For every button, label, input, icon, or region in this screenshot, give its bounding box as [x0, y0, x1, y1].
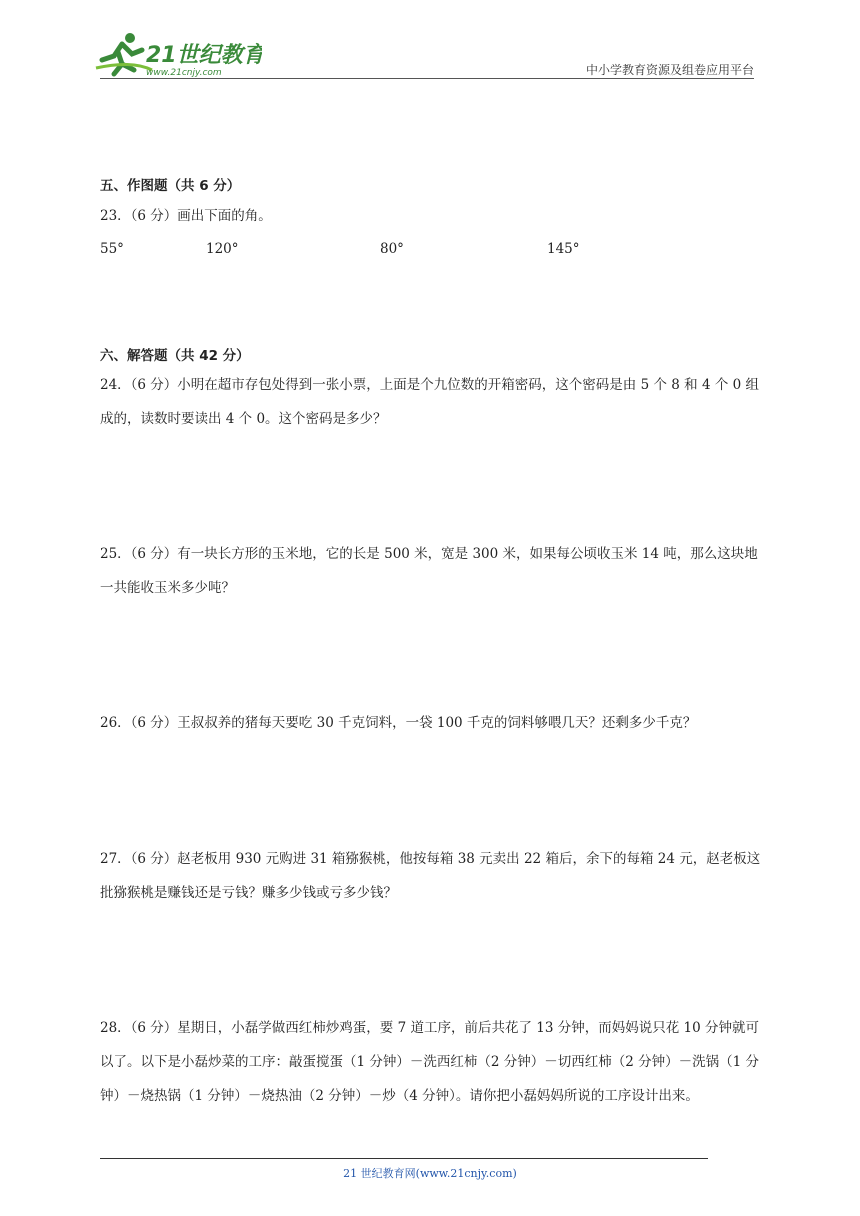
angle-label-120: 120°: [206, 241, 239, 257]
question-25: 25．（6 分）有一块长方形的玉米地，它的长是 500 米，宽是 300 米，如果每公顷收玉米 14 吨，那么这块地一共能收玉米多少吨？: [100, 546, 758, 596]
section-6-title: 六、解答题（共 42 分）: [100, 348, 250, 364]
question-23: 23．（6 分）画出下面的角。: [100, 208, 272, 224]
angle-label-145: 145°: [547, 241, 580, 257]
footer-text: 21 世纪教育网(www.21cnjy.com): [343, 1167, 517, 1180]
question-26: 26．（6 分）王叔叔养的猪每天要吃 30 千克饲料，一袋 100 千克的饲料够喂几天？还剩多少千克？: [100, 715, 697, 731]
platform-label: 中小学教育资源及组卷应用平台: [585, 63, 754, 77]
header-divider: [100, 78, 754, 79]
runner-logo-icon: [92, 30, 262, 80]
question-27: 27．（6 分）赵老板用 930 元购进 31 箱猕猴桃，他按每箱 38 元卖出 22 箱后，余下的每箱 24 元，赵老板这批猕猴桃是赚钱还是亏钱？赚多少钱或亏多少钱？: [100, 851, 761, 901]
logo-url: www.21cnjy.com: [146, 68, 222, 78]
site-logo: [92, 30, 262, 80]
logo-text: 21世纪教育: [146, 43, 262, 68]
footer-divider: [100, 1158, 708, 1159]
question-24: 24．（6 分）小明在超市存包处得到一张小票，上面是个九位数的开箱密码，这个密码是由 5 个 8 和 4 个 0 组成的，读数时要读出 4 个 0。这个密码是多少？: [100, 377, 759, 427]
angle-label-80: 80°: [380, 241, 404, 257]
section-5-title: 五、作图题（共 6 分）: [100, 178, 241, 194]
question-28: 28．（6 分）星期日，小磊学做西红柿炒鸡蛋，要 7 道工序，前后共花了 13 分钟，而妈妈说只花 10 分钟就可以了。以下是小磊炒菜的工序：敲蛋搅蛋（1 分钟）－洗西红柿（2 分钟）－切西红柿（2 分钟）－洗锅（1 分钟）－烧热锅（1 分钟）－烧热油（2 分钟）－炒（4 分钟）。请你把小磊妈妈所说的工序设计出来。: [100, 1020, 760, 1104]
angle-label-55: 55°: [100, 241, 124, 257]
